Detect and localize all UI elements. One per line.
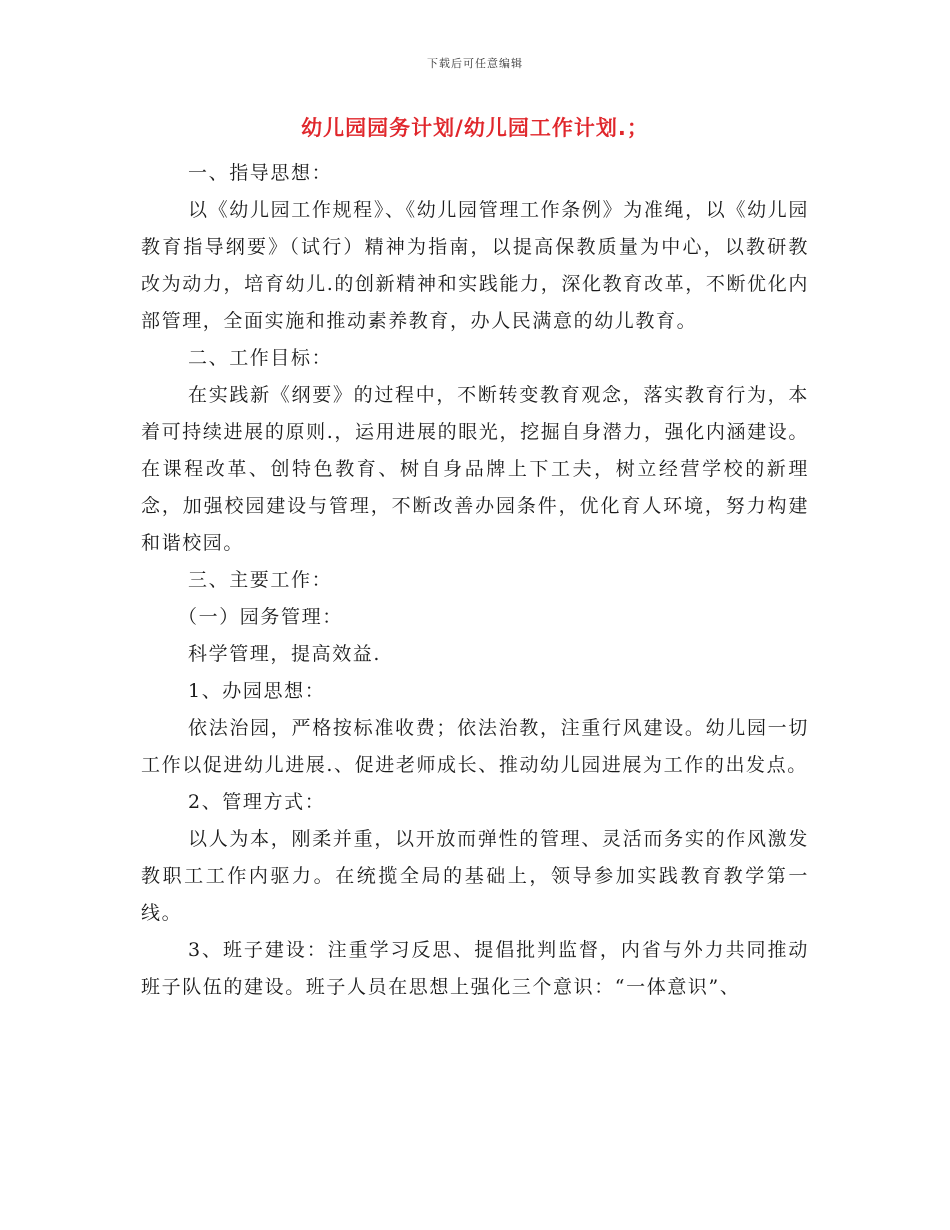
document-title: 幼儿园园务计划/幼儿园工作计划.； xyxy=(301,116,649,140)
paragraph-work-goals: 在实践新《纲要》的过程中，不断转变教育观念，落实教育行为，本着可持续进展的原则.，运用进展的眼光，挖掘自身潜力，强化内涵建设。在课程改革、创特色教育、树自身品牌上下工夫，树立经营学校的新理念，加强校园建设与管理，不断改善办园条件，优化育人环境，努力构建和谐校园。 xyxy=(141,384,809,554)
page-header-note: 下载后可任意编辑 xyxy=(427,57,523,70)
paragraph-guiding-thought: 以《幼儿园工作规程》、《幼儿园管理工作条例》为准绳，以《幼儿园教育指导纲要》（试行）精神为指南，以提高保教质量为中心，以教研教改为动力，培育幼儿.的创新精神和实践能力，深化教育改革，不断优化内部管理，全面实施和推动素养教育，办人民满意的幼儿教育。 xyxy=(141,199,809,332)
subsection-heading-admin: （一）园务管理： xyxy=(178,606,343,628)
document-body xyxy=(141,155,809,1006)
paragraph-admin-summary: 科学管理，提高效益. xyxy=(188,643,382,665)
paragraph-management: 以人为本，刚柔并重，以开放而弹性的管理、灵活而务实的作风激发教职工工作内驱力。在统揽全局的基础上，领导参加实践教育教学第一线。 xyxy=(141,828,809,924)
paragraph-leadership: 3、班子建设：注重学习反思、提倡批判监督，内省与外力共同推动班子队伍的建设。班子人员在思想上强化三个意识：“一体意识”、 xyxy=(141,939,809,998)
section-heading-main-work: 三、主要工作： xyxy=(188,569,333,591)
section-heading-guiding-thought: 一、指导思想： xyxy=(188,162,333,184)
item-heading-management: 2、管理方式： xyxy=(188,791,326,813)
item-heading-philosophy: 1、办园思想： xyxy=(188,680,326,702)
paragraph-philosophy: 依法治园，严格按标准收费；依法治教，注重行风建设。幼儿园一切工作以促进幼儿进展.、促进老师成长、推动幼儿园进展为工作的出发点。 xyxy=(141,717,809,776)
section-heading-work-goals: 二、工作目标： xyxy=(188,347,333,369)
